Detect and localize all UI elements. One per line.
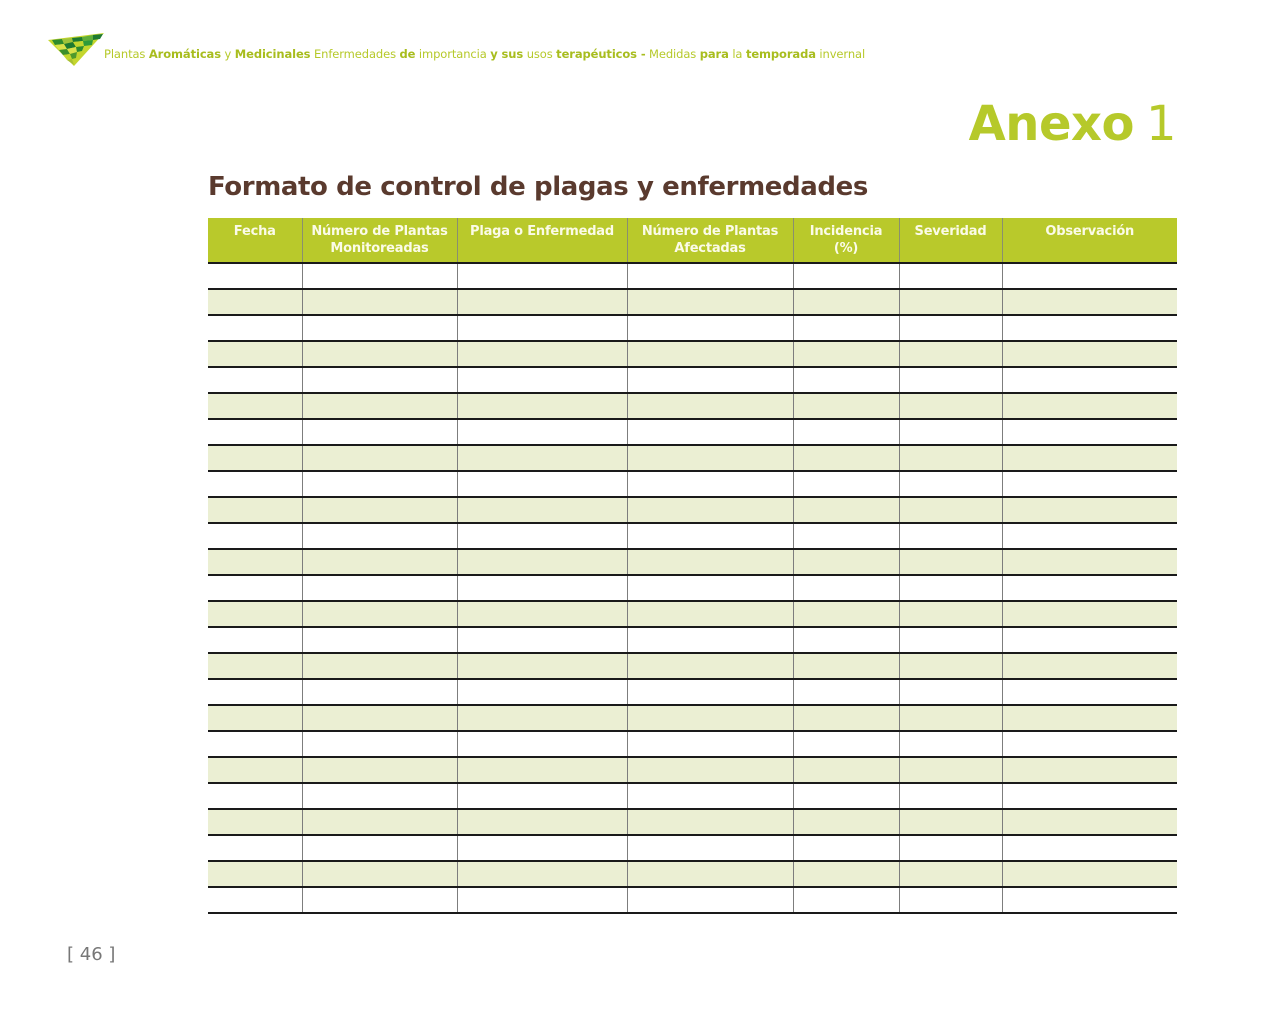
column-header-incidencia	[793, 218, 899, 263]
table-cell[interactable]	[627, 471, 793, 497]
table-cell[interactable]	[1002, 835, 1177, 861]
table-cell[interactable]	[793, 783, 899, 809]
table-cell[interactable]	[457, 523, 627, 549]
table-cell[interactable]	[899, 679, 1002, 705]
table-row	[208, 419, 1177, 445]
table-cell[interactable]	[899, 861, 1002, 887]
table-cell[interactable]	[1002, 471, 1177, 497]
table-row	[208, 393, 1177, 419]
table-cell[interactable]	[793, 471, 899, 497]
table-cell[interactable]	[899, 887, 1002, 913]
column-header-label: Plaga o Enfermedad	[470, 224, 614, 239]
table-cell[interactable]	[1002, 315, 1177, 341]
column-header-label: Fecha	[233, 224, 276, 239]
table-cell[interactable]	[793, 315, 899, 341]
table-cell[interactable]	[899, 549, 1002, 575]
header-segment: usos	[523, 47, 557, 61]
table-cell[interactable]	[457, 263, 627, 289]
table-cell[interactable]	[208, 627, 302, 653]
table-cell[interactable]	[627, 497, 793, 523]
table-row	[208, 367, 1177, 393]
table-row	[208, 705, 1177, 731]
table-cell[interactable]	[793, 419, 899, 445]
table-row	[208, 341, 1177, 367]
table-cell[interactable]	[899, 523, 1002, 549]
table-header-row	[208, 218, 1177, 263]
table-cell[interactable]	[793, 367, 899, 393]
table-cell[interactable]	[208, 523, 302, 549]
table-cell[interactable]	[793, 731, 899, 757]
table-row	[208, 315, 1177, 341]
header-segment: Plantas	[104, 47, 149, 61]
table-row	[208, 263, 1177, 289]
table-cell[interactable]	[457, 627, 627, 653]
table-cell[interactable]	[208, 549, 302, 575]
table-cell[interactable]	[899, 393, 1002, 419]
column-header-label: Observación	[1045, 224, 1135, 239]
table-cell[interactable]	[899, 731, 1002, 757]
document-title: Formato de control de plagas y enfermedades	[208, 172, 868, 202]
table-cell[interactable]	[457, 575, 627, 601]
table-cell[interactable]	[899, 341, 1002, 367]
table-cell[interactable]	[457, 341, 627, 367]
table-body	[208, 263, 1177, 913]
table-cell[interactable]	[1002, 263, 1177, 289]
table-cell[interactable]	[1002, 393, 1177, 419]
table-cell[interactable]	[457, 783, 627, 809]
column-header-label: Monitoreadas	[330, 241, 429, 256]
table-cell[interactable]	[457, 757, 627, 783]
table-cell[interactable]	[208, 887, 302, 913]
table-cell[interactable]	[627, 419, 793, 445]
table-row	[208, 549, 1177, 575]
table-cell[interactable]	[793, 341, 899, 367]
table-row	[208, 887, 1177, 913]
table-cell[interactable]	[457, 835, 627, 861]
table-cell[interactable]	[457, 679, 627, 705]
table-cell[interactable]	[899, 367, 1002, 393]
table-cell[interactable]	[627, 835, 793, 861]
table-cell[interactable]	[457, 653, 627, 679]
table-cell[interactable]	[899, 315, 1002, 341]
table-cell[interactable]	[208, 497, 302, 523]
column-header-label: Afectadas	[674, 241, 746, 256]
table-cell[interactable]	[457, 861, 627, 887]
table-row	[208, 627, 1177, 653]
table-cell[interactable]	[627, 757, 793, 783]
table-cell[interactable]	[793, 393, 899, 419]
table-cell[interactable]	[793, 601, 899, 627]
table-cell[interactable]	[208, 315, 302, 341]
table-row	[208, 679, 1177, 705]
table-row	[208, 757, 1177, 783]
table-row	[208, 653, 1177, 679]
table-cell[interactable]	[793, 549, 899, 575]
table-cell[interactable]	[208, 445, 302, 471]
table-cell[interactable]	[208, 419, 302, 445]
table-cell[interactable]	[899, 835, 1002, 861]
table-cell[interactable]	[302, 861, 457, 887]
header-segment: temporada	[745, 47, 816, 61]
header-segment: terapéuticos -	[556, 47, 646, 61]
column-header-label: Número de Plantas	[641, 224, 779, 239]
table-cell[interactable]	[627, 887, 793, 913]
column-header-severidad	[899, 218, 1002, 263]
table-cell[interactable]	[899, 471, 1002, 497]
table-cell[interactable]	[302, 731, 457, 757]
table-cell[interactable]	[1002, 757, 1177, 783]
table-cell[interactable]	[457, 601, 627, 627]
table-cell[interactable]	[627, 783, 793, 809]
table-cell[interactable]	[302, 341, 457, 367]
column-header-fecha	[208, 218, 302, 263]
table-cell[interactable]	[627, 705, 793, 731]
table-cell[interactable]	[302, 679, 457, 705]
table-row	[208, 861, 1177, 887]
table-cell[interactable]	[627, 627, 793, 653]
table-cell[interactable]	[1002, 809, 1177, 835]
running-header-text	[104, 47, 865, 61]
table-cell[interactable]	[302, 627, 457, 653]
table-cell[interactable]	[627, 575, 793, 601]
table-cell[interactable]	[208, 835, 302, 861]
table-cell[interactable]	[899, 783, 1002, 809]
table-cell[interactable]	[1002, 705, 1177, 731]
table-cell[interactable]	[1002, 601, 1177, 627]
table-cell[interactable]	[627, 653, 793, 679]
header-segment: y	[220, 47, 235, 61]
table-cell[interactable]	[793, 263, 899, 289]
table-cell[interactable]	[793, 679, 899, 705]
table-cell[interactable]	[1002, 887, 1177, 913]
table-cell[interactable]	[302, 757, 457, 783]
table-row	[208, 471, 1177, 497]
table-cell[interactable]	[208, 341, 302, 367]
table-cell[interactable]	[899, 497, 1002, 523]
table-cell[interactable]	[1002, 445, 1177, 471]
table-cell[interactable]	[208, 575, 302, 601]
table-cell[interactable]	[208, 263, 302, 289]
table-cell[interactable]	[1002, 523, 1177, 549]
table-cell[interactable]	[302, 575, 457, 601]
table-cell[interactable]	[208, 653, 302, 679]
table-cell[interactable]	[457, 419, 627, 445]
table-cell[interactable]	[457, 887, 627, 913]
header-segment: Medidas	[645, 47, 700, 61]
table-cell[interactable]	[793, 757, 899, 783]
table-cell[interactable]	[302, 835, 457, 861]
table-cell[interactable]	[899, 757, 1002, 783]
table-cell[interactable]	[793, 835, 899, 861]
table-cell[interactable]	[302, 263, 457, 289]
pest-control-table	[208, 218, 1177, 914]
table-cell[interactable]	[627, 393, 793, 419]
table-cell[interactable]	[457, 393, 627, 419]
table-cell[interactable]	[208, 757, 302, 783]
header-segment: Medicinales	[234, 47, 311, 61]
table-cell[interactable]	[793, 497, 899, 523]
table-cell[interactable]	[208, 809, 302, 835]
table-cell[interactable]	[627, 341, 793, 367]
table-cell[interactable]	[302, 497, 457, 523]
table-cell[interactable]	[899, 809, 1002, 835]
column-header-plaga-enfermedad	[457, 218, 627, 263]
header-segment: importancia	[415, 47, 491, 61]
table-cell[interactable]	[302, 705, 457, 731]
table-cell[interactable]	[457, 549, 627, 575]
table-row	[208, 601, 1177, 627]
table-cell[interactable]	[793, 445, 899, 471]
header-segment: invernal	[815, 47, 866, 61]
table-cell[interactable]	[627, 367, 793, 393]
table-cell[interactable]	[302, 315, 457, 341]
table-cell[interactable]	[302, 809, 457, 835]
table-cell[interactable]	[457, 367, 627, 393]
table-cell[interactable]	[208, 289, 302, 315]
table-cell[interactable]	[1002, 419, 1177, 445]
table-cell[interactable]	[457, 315, 627, 341]
table-cell[interactable]	[302, 471, 457, 497]
table-row	[208, 523, 1177, 549]
table-cell[interactable]	[1002, 783, 1177, 809]
table-cell[interactable]	[793, 705, 899, 731]
column-header-observacion	[1002, 218, 1177, 263]
table-cell[interactable]	[627, 523, 793, 549]
annex-heading	[969, 96, 1176, 152]
header-segment: y sus	[490, 47, 524, 61]
table-cell[interactable]	[208, 393, 302, 419]
table-row	[208, 783, 1177, 809]
table-cell[interactable]	[302, 783, 457, 809]
table-cell[interactable]	[793, 523, 899, 549]
column-header-plantas-monitoreadas	[302, 218, 457, 263]
header-segment: para	[699, 47, 729, 61]
column-header-label: (%)	[833, 241, 859, 256]
table-cell[interactable]	[899, 653, 1002, 679]
table-cell[interactable]	[793, 575, 899, 601]
table-cell[interactable]	[627, 445, 793, 471]
table-cell[interactable]	[793, 809, 899, 835]
header-segment: de	[399, 47, 416, 61]
table-cell[interactable]	[627, 679, 793, 705]
table-cell[interactable]	[899, 419, 1002, 445]
header-segment: Enfermedades	[310, 47, 400, 61]
table-cell[interactable]	[208, 679, 302, 705]
table-cell[interactable]	[302, 393, 457, 419]
table-cell[interactable]	[899, 601, 1002, 627]
table-cell[interactable]	[627, 263, 793, 289]
table-cell[interactable]	[793, 887, 899, 913]
table-cell[interactable]	[899, 445, 1002, 471]
table-cell[interactable]	[1002, 653, 1177, 679]
table-cell[interactable]	[208, 601, 302, 627]
table-row	[208, 289, 1177, 315]
table-cell[interactable]	[457, 497, 627, 523]
table-cell[interactable]	[302, 523, 457, 549]
table-cell[interactable]	[793, 861, 899, 887]
table-cell[interactable]	[1002, 341, 1177, 367]
column-header-label: Incidencia	[809, 224, 883, 239]
table-row	[208, 809, 1177, 835]
annex-number: 1	[1145, 96, 1176, 152]
table-cell[interactable]	[1002, 627, 1177, 653]
table-cell[interactable]	[457, 809, 627, 835]
column-header-label: Severidad	[914, 224, 987, 239]
table-cell[interactable]	[208, 471, 302, 497]
column-header-label: Número de Plantas	[311, 224, 448, 239]
table-cell[interactable]	[457, 289, 627, 315]
table-cell[interactable]	[457, 731, 627, 757]
table-cell[interactable]	[899, 705, 1002, 731]
table-cell[interactable]	[793, 289, 899, 315]
table-cell[interactable]	[627, 315, 793, 341]
table-cell[interactable]	[302, 549, 457, 575]
table-cell[interactable]	[627, 289, 793, 315]
table-cell[interactable]	[1002, 549, 1177, 575]
table-cell[interactable]	[208, 367, 302, 393]
table-cell[interactable]	[1002, 497, 1177, 523]
header-segment: la	[728, 47, 746, 61]
table-cell[interactable]	[302, 887, 457, 913]
table-cell[interactable]	[208, 705, 302, 731]
page-number: [ 46 ]	[67, 944, 116, 965]
column-header-plantas-afectadas	[627, 218, 793, 263]
table-cell[interactable]	[302, 445, 457, 471]
table-row	[208, 497, 1177, 523]
table-cell[interactable]	[1002, 679, 1177, 705]
table-row	[208, 835, 1177, 861]
table-cell[interactable]	[208, 731, 302, 757]
table-cell[interactable]	[302, 601, 457, 627]
table-cell[interactable]	[208, 861, 302, 887]
table-cell[interactable]	[302, 289, 457, 315]
table-cell[interactable]	[1002, 367, 1177, 393]
table-cell[interactable]	[457, 705, 627, 731]
table-row	[208, 731, 1177, 757]
table-cell[interactable]	[627, 861, 793, 887]
table-cell[interactable]	[302, 653, 457, 679]
table-cell[interactable]	[1002, 289, 1177, 315]
table-cell[interactable]	[899, 289, 1002, 315]
table-cell[interactable]	[627, 601, 793, 627]
table-cell[interactable]	[627, 809, 793, 835]
logo-icon	[48, 30, 106, 68]
header-segment: Aromáticas	[148, 47, 221, 61]
table-cell[interactable]	[899, 263, 1002, 289]
annex-word: Anexo	[968, 96, 1134, 152]
table-cell[interactable]	[899, 575, 1002, 601]
table-cell[interactable]	[457, 471, 627, 497]
table-cell[interactable]	[793, 653, 899, 679]
table-row	[208, 575, 1177, 601]
table-cell[interactable]	[302, 367, 457, 393]
table-cell[interactable]	[627, 731, 793, 757]
table-cell[interactable]	[793, 627, 899, 653]
table-cell[interactable]	[627, 549, 793, 575]
table-row	[208, 445, 1177, 471]
table-cell[interactable]	[302, 419, 457, 445]
table-cell[interactable]	[208, 783, 302, 809]
table-cell[interactable]	[457, 445, 627, 471]
table-cell[interactable]	[1002, 575, 1177, 601]
table-cell[interactable]	[1002, 861, 1177, 887]
table-cell[interactable]	[899, 627, 1002, 653]
table-cell[interactable]	[1002, 731, 1177, 757]
